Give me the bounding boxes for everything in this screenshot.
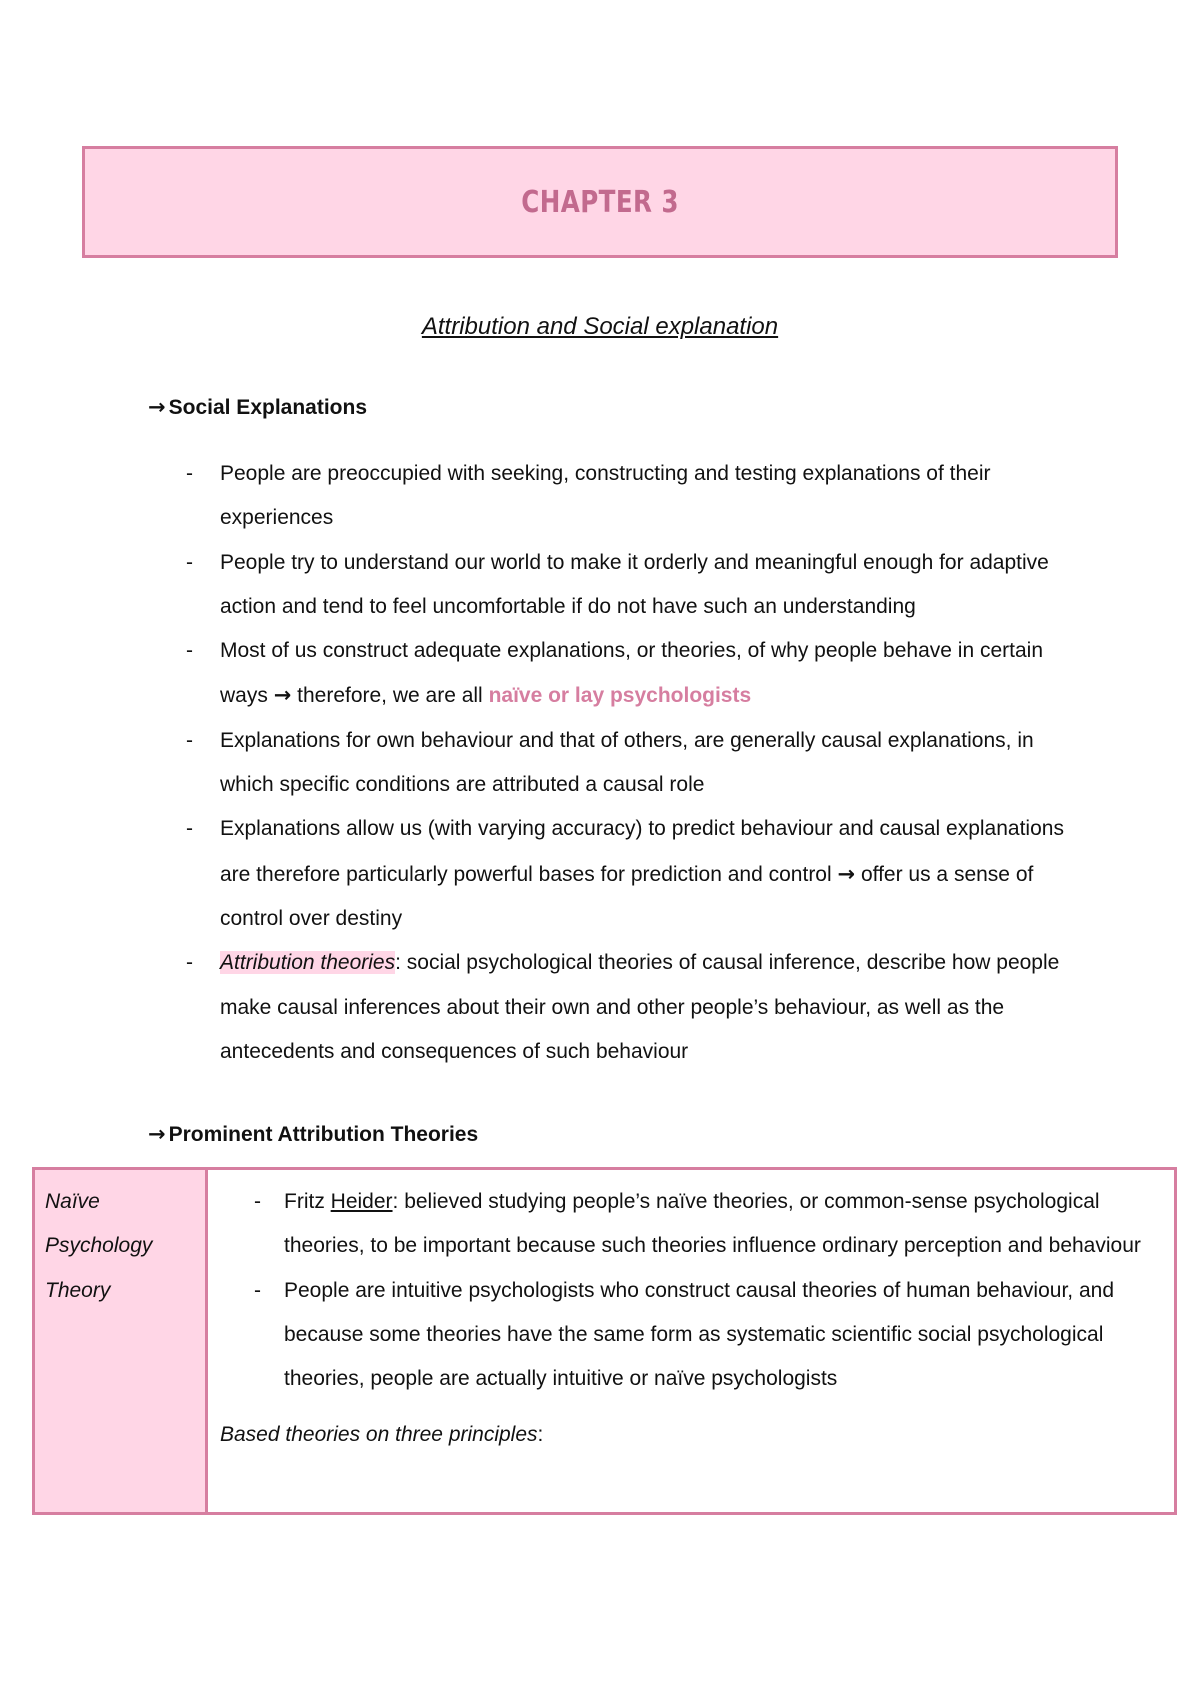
bullet-dash: - [254,1278,261,1302]
bullet-dash: - [186,817,193,841]
theory-bullet-list [220,1180,1164,1401]
person-name: Heider [330,1190,393,1213]
theories-table [32,1167,1177,1515]
principles-colon: : [537,1423,544,1447]
list-item [186,629,1086,719]
arrow-right-icon: → [148,1122,166,1146]
theory-description-cell [207,1169,1176,1514]
section-heading-text: Social Explanations [168,396,368,419]
list-item-text: Most of us construct adequate explanations, or theories, of why people behave in certain ways [220,639,1043,708]
section-heading-prominent-theories [148,1122,478,1147]
list-item [186,452,1086,541]
list-item [186,541,1086,630]
principles-text: Based theories on three principles [220,1423,538,1447]
list-item-text: People are intuitive psychologists who construct causal theories of human behaviour, and because some theories have the same form as systematic scientific social psychological theories, people are actually intuitive or naïve psychologists [284,1278,1114,1391]
list-item-text: Explanations allow us (with varying accuracy) to predict behaviour and causal explanations are therefore particularly powerful bases for prediction and control [220,817,1064,886]
chapter-banner [82,146,1118,258]
bullet-dash: - [186,462,193,485]
bullet-dash: - [186,550,193,574]
list-item-text: : believed studying people’s naïve theories, or common-sense psychological theories, to be important because such theories influence ordinary perception and behaviour [284,1190,1141,1258]
list-item [220,1180,1164,1269]
list-item-text: therefore, we are all [291,684,489,708]
bullet-dash: - [186,951,193,975]
social-explanations-list [186,452,1086,1074]
bullet-dash: - [186,639,193,663]
section-heading-social-explanations [148,395,367,420]
list-item-text: offer us a sense of control over destiny [220,862,1034,930]
list-item-text: Fritz [284,1190,331,1213]
arrow-right-icon: → [273,683,292,708]
table-row [34,1169,1176,1514]
chapter-title: CHAPTER 3 [521,184,679,220]
arrow-right-icon: → [148,395,166,419]
section-heading-text: Prominent Attribution Theories [168,1123,479,1146]
list-item-text: People are preoccupied with seeking, constructing and testing explanations of their experiences [220,462,991,530]
list-item [186,807,1086,941]
document-subtitle: Attribution and Social explanation [421,313,779,340]
arrow-right-icon: → [837,861,856,886]
list-item [186,719,1086,808]
list-item-text: People try to understand our world to make it orderly and meaningful enough for adaptive action and tend to feel uncomfortable if do not have such an understanding [220,550,1049,618]
list-item-text: Explanations for own behaviour and that of others, are generally causal explanations, in which specific conditions are attributed a causal role [220,728,1034,797]
list-item-text: : social psychological theories of causal inference, describe how people make causal inferences about their own and other people’s behaviour, as well as the antecedents and consequences of such behaviour [220,951,1060,1063]
list-item [186,941,1086,1074]
bullet-dash: - [254,1190,261,1213]
highlighted-term: naïve or lay psychologists [488,684,752,708]
theory-name: Naïve Psychology Theory [45,1190,153,1302]
highlighted-term: Attribution theories [220,951,396,975]
principles-intro [220,1413,1164,1457]
list-item [220,1269,1164,1402]
theory-name-cell [34,1169,207,1514]
bullet-dash: - [186,728,193,752]
